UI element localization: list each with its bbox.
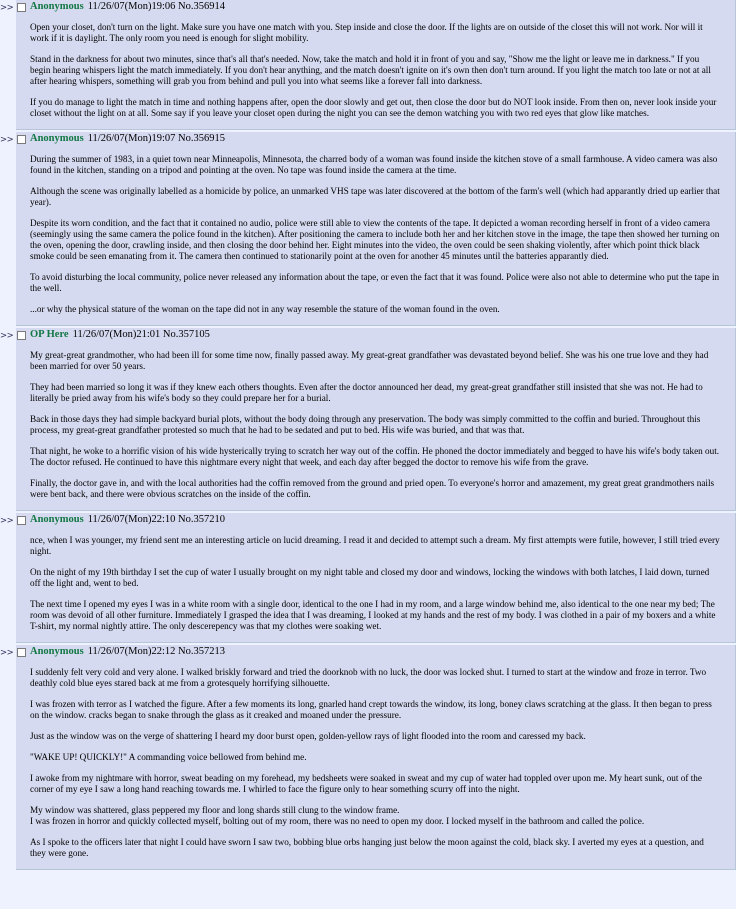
poster-name: Anonymous bbox=[30, 1, 84, 12]
post-paragraph: Although the scene was originally labelled as a homicide by police, an unmarked VHS tape was later discovered at the bottom of the farm's well (which had apparantly dried up earlier that year). bbox=[30, 186, 720, 207]
reply-post bbox=[16, 0, 736, 130]
post-dateline[interactable]: 11/26/07(Mon)19:06 No.356914 bbox=[87, 1, 225, 12]
post-paragraph: ...or why the physical stature of the woman on the tape did not in any way resemble the stature of the woman found in the oven. bbox=[30, 304, 500, 314]
post-body bbox=[16, 14, 735, 119]
reply-arrows: >> bbox=[0, 516, 14, 526]
poster-name: Anonymous bbox=[30, 646, 84, 657]
post-paragraph: Stand in the darkness for about two minutes, since that's all that's needed. Now, take the match and hold it in front of you and say, "Show me the light or leave me in darkness." If you begin hearing whispers light the match immediately. If you don't hear anything, and the match doesn't ignite on it's own then don't turn around. If you light the match too late or not at all after hearing whispers, something will grab you from behind and pull you into what seems like a forever fall into darkness. bbox=[30, 54, 711, 86]
post-paragraph: As I spoke to the officers later that night I could have sworn I saw two, bobbing blue orbs hanging just below the moon against the cold, black sky. I averted my eyes at a question, and they were gone. bbox=[30, 837, 704, 858]
post-paragraph: Just as the window was on the verge of shattering I heard my door burst open, golden-yellow rays of light flooded into the room and caressed my back. bbox=[30, 731, 586, 741]
post-paragraph: During the summer of 1983, in a quiet town near Minneapolis, Minnesota, the charred body of a woman was found inside the kitchen stove of a small farmhouse. A video camera was also found in the kitchen, standing on a tripod and pointing at the oven. No tape was found inside the camera at the time. bbox=[30, 154, 718, 175]
post-header bbox=[16, 132, 735, 146]
post-dateline[interactable]: 11/26/07(Mon)21:01 No.357105 bbox=[72, 329, 210, 340]
post-header bbox=[16, 0, 735, 14]
post-paragraph: Open your closet, don't turn on the light. Make sure you have one match with you. Step inside and close the door. If the lights are on outside of the closet this will not work. Nor will it work if it is daylight. The only room you need is enough for slight mobility. bbox=[30, 22, 703, 43]
post-header bbox=[16, 328, 735, 342]
delete-checkbox[interactable] bbox=[17, 516, 26, 525]
post-paragraph: To avoid disturbing the local community, police never released any information about the tape, or even the fact that it was found. Police were also not able to determine who put the tape in the well. bbox=[30, 272, 720, 293]
post-paragraph: Finally, the doctor gave in, and with the local authorities had the coffin removed from the ground and pried open. To everyone's horror and amazement, my great great grandmothers nails were bent back, and there were obvious scratches on the inside of the coffin. bbox=[30, 478, 715, 499]
post-paragraph: My window was shattered, glass peppered my floor and long shards still clung to the window frame. bbox=[30, 805, 400, 815]
post-paragraph: I suddenly felt very cold and very alone. I walked briskly forward and tried the doorknob with no luck, the door was locked shut. I turned to start at the window and froze in terror. Two deathly cold blue eyes stared back at me from a grotesquely horrifying silhouette. bbox=[30, 667, 707, 688]
post-row bbox=[0, 645, 736, 872]
poster-name: Anonymous bbox=[30, 133, 84, 144]
delete-checkbox[interactable] bbox=[17, 648, 26, 657]
post-paragraph: I awoke from my nightmare with horror, sweat beading on my forehead, my bedsheets were soaked in sweat and my cup of water had toppled over upon me. My heart sunk, out of the corner of my eye I saw a long hand reaching towards me. I whirled to face the figure only to hear something scurry off into the night. bbox=[30, 773, 702, 794]
post-body bbox=[16, 146, 735, 315]
post-paragraph: On the night of my 19th birthday I set the cup of water I usually brought on my night table and closed my door and windows, locking the windows with both latches, I laid down, turned off the light and, went to bed. bbox=[30, 567, 710, 588]
post-header bbox=[16, 645, 735, 659]
post-header bbox=[16, 513, 735, 527]
reply-post bbox=[16, 132, 736, 326]
poster-name: Anonymous bbox=[30, 514, 84, 525]
post-body bbox=[16, 659, 735, 859]
post-paragraph: "WAKE UP! QUICKLY!" A commanding voice bellowed from behind me. bbox=[30, 752, 307, 762]
post-paragraph: If you do manage to light the match in time and nothing happens after, open the door slowly and get out, then close the door but do NOT look inside. From then on, never look inside your closet without the light on at all. Some say if you leave your closet open during the night you can see the demon watching you with two red eyes that glow like matches. bbox=[30, 97, 717, 118]
post-paragraph: I was frozen in horror and quickly collected myself, bolting out of my room, there was no need to open my door. I locked myself in the bathroom and called the police. bbox=[30, 816, 645, 826]
delete-checkbox[interactable] bbox=[17, 3, 26, 12]
post-row bbox=[0, 132, 736, 328]
post-row bbox=[0, 328, 736, 513]
delete-checkbox[interactable] bbox=[17, 331, 26, 340]
post-paragraph: They had been married so long it was if they knew each others thoughts. Even after the doctor announced her dead, my great-great grandfather still insisted that she was not. He had to literally be pried away from his wife's body so they could prepare her for a burial. bbox=[30, 382, 703, 403]
reply-arrows: >> bbox=[0, 135, 14, 145]
post-body bbox=[16, 342, 735, 500]
reply-post bbox=[16, 645, 736, 870]
post-row bbox=[0, 513, 736, 645]
post-dateline[interactable]: 11/26/07(Mon)22:10 No.357210 bbox=[87, 514, 225, 525]
reply-post bbox=[16, 328, 736, 511]
post-paragraph: Despite its worn condition, and the fact that it contained no audio, police were still able to view the contents of the tape. It depicted a woman recording herself in front of a video camera (seemingly using the same camera the police found in the kitchen). After positioning the camera to include both her and her kitchen stove in the image, the tape then showed her turning on the oven, opening the door, crawling inside, and then closing the door behind her. Eight minutes into the video, the oven could be seen shaking violently, after which point thick black smoke could be seen emanating from it. The camera then continued to stationarily point at the oven for another 45 minutes until the batteries apparantly died. bbox=[30, 218, 720, 261]
poster-name: OP Here bbox=[30, 329, 69, 340]
reply-arrows: >> bbox=[0, 331, 14, 341]
post-paragraph: Back in those days they had simple backyard burial plots, without the body doing through any preservation. The body was simply committed to the coffin and buried. Throughout this process, my great-great grandfather protested so much that he had to be sedated and put to bed. His wife was buried, and that was that. bbox=[30, 414, 701, 435]
post-paragraph: nce, when I was younger, my friend sent me an interesting article on lucid dreaming. I read it and decided to attempt such a dream. My first attempts were futile, however, I still tried every night. bbox=[30, 535, 720, 556]
reply-post bbox=[16, 513, 736, 643]
post-body bbox=[16, 527, 735, 632]
post-paragraph: My great-great grandmother, who had been ill for some time now, finally passed away. My great-great grandfather was devastated beyond belief. She was his one true love and they had been married for over 50 years. bbox=[30, 350, 709, 371]
delete-checkbox[interactable] bbox=[17, 135, 26, 144]
post-dateline[interactable]: 11/26/07(Mon)19:07 No.356915 bbox=[87, 133, 225, 144]
post-paragraph: That night, he woke to a horrific vision of his wide hysterically trying to scratch her way out of the coffin. He phoned the doctor immediately and begged to have his wife's body taken out. The doctor refused. He continued to have this nightmare every night that week, and each day after begged the doctor to remove his wife from the grave. bbox=[30, 446, 720, 467]
reply-arrows: >> bbox=[0, 3, 14, 13]
reply-arrows: >> bbox=[0, 648, 14, 658]
post-paragraph: The next time I opened my eyes I was in a white room with a single door, identical to the one I had in my room, and a large window behind me, also identical to the one near my bed; The room was devoid of all other furniture. Immediately I grasped the idea that I was dreaming, I looked at my hands and the rest of my body. I was clothed in a pair of my boxers and a white T-shirt, my normal nightly attire. The only descerepency was that my clothes were soaking wet. bbox=[30, 599, 716, 631]
post-dateline[interactable]: 11/26/07(Mon)22:12 No.357213 bbox=[87, 646, 225, 657]
post-row bbox=[0, 0, 736, 132]
post-paragraph: I was frozen with terror as I watched the figure. After a few moments its long, gnarled hand crept towards the window, its long, boney claws scratching at the glass. It then began to press on the window. cracks began to snake through the glass as it creaked and moaned under the pressure. bbox=[30, 699, 712, 720]
